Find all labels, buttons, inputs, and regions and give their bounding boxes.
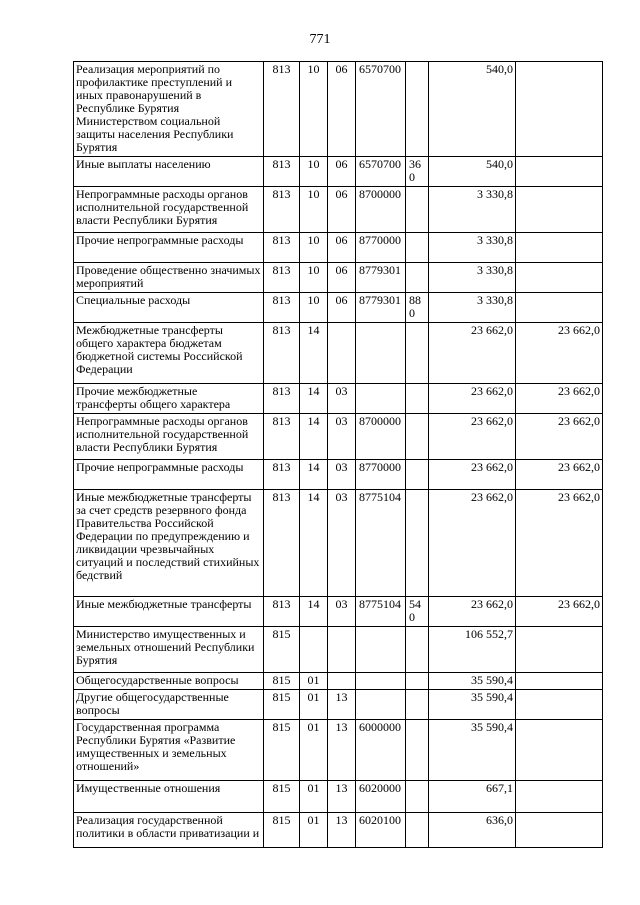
table-row	[74, 263, 603, 293]
amount-2	[516, 263, 603, 293]
target-code	[356, 627, 406, 673]
section-code: 01	[300, 720, 328, 781]
subsection-code	[328, 323, 356, 384]
amount-1: 106 552,7	[429, 627, 516, 673]
amount-1: 3 330,8	[429, 187, 516, 233]
subsection-code: 13	[328, 781, 356, 813]
section-code: 01	[300, 690, 328, 720]
amount-1: 35 590,4	[429, 673, 516, 690]
ministry-code: 815	[264, 673, 300, 690]
subsection-code: 06	[328, 263, 356, 293]
row-name: Реализация мероприятий по профилактике преступлений и иных правонарушений в Республике Бурятия Министерством социальной защиты населения Республики Бурятия	[74, 62, 264, 157]
section-code: 14	[300, 384, 328, 414]
amount-1: 3 330,8	[429, 263, 516, 293]
amount-2	[516, 690, 603, 720]
row-name: Государственная программа Республики Бурятия «Развитие имущественных и земельных отношений»	[74, 720, 264, 781]
target-code: 8779301	[356, 263, 406, 293]
expense-code	[406, 233, 429, 263]
target-code	[356, 673, 406, 690]
ministry-code: 813	[264, 460, 300, 490]
subsection-code: 03	[328, 414, 356, 460]
subsection-code: 06	[328, 62, 356, 157]
target-code	[356, 323, 406, 384]
section-code: 14	[300, 323, 328, 384]
ministry-code: 813	[264, 384, 300, 414]
target-code	[356, 384, 406, 414]
target-code: 6020000	[356, 781, 406, 813]
row-name: Иные межбюджетные трансферты за счет средств резервного фонда Правительства Российской Федерации по предупреждению и ликвидации чрезвычайных ситуаций и последствий стихийных бедствий	[74, 490, 264, 597]
section-code: 10	[300, 293, 328, 323]
table-row	[74, 414, 603, 460]
target-code: 8775104	[356, 490, 406, 597]
subsection-code: 03	[328, 490, 356, 597]
amount-2: 23 662,0	[516, 384, 603, 414]
amount-1: 23 662,0	[429, 597, 516, 627]
table-row	[74, 813, 603, 848]
expense-code: 880	[406, 293, 429, 323]
ministry-code: 813	[264, 187, 300, 233]
row-name: Прочие непрограммные расходы	[74, 460, 264, 490]
table-body	[74, 62, 603, 848]
subsection-code: 06	[328, 157, 356, 187]
expense-code: 540	[406, 597, 429, 627]
amount-2	[516, 233, 603, 263]
target-code	[356, 690, 406, 720]
table-row	[74, 490, 603, 597]
table-row	[74, 460, 603, 490]
target-code: 8779301	[356, 293, 406, 323]
subsection-code: 03	[328, 384, 356, 414]
section-code: 14	[300, 414, 328, 460]
section-code: 14	[300, 597, 328, 627]
amount-2: 23 662,0	[516, 490, 603, 597]
amount-2	[516, 157, 603, 187]
amount-2: 23 662,0	[516, 323, 603, 384]
amount-2: 23 662,0	[516, 597, 603, 627]
table-row	[74, 781, 603, 813]
expense-code	[406, 781, 429, 813]
amount-1: 3 330,8	[429, 233, 516, 263]
amount-2	[516, 673, 603, 690]
amount-1: 35 590,4	[429, 690, 516, 720]
row-name: Иные выплаты населению	[74, 157, 264, 187]
subsection-code: 13	[328, 813, 356, 848]
table-row	[74, 597, 603, 627]
expense-code: 360	[406, 157, 429, 187]
section-code: 01	[300, 813, 328, 848]
amount-2: 23 662,0	[516, 414, 603, 460]
expense-code	[406, 263, 429, 293]
table-row	[74, 720, 603, 781]
table-row	[74, 233, 603, 263]
ministry-code: 815	[264, 781, 300, 813]
ministry-code: 813	[264, 323, 300, 384]
amount-2	[516, 781, 603, 813]
table-row	[74, 323, 603, 384]
expense-code	[406, 323, 429, 384]
subsection-code: 03	[328, 460, 356, 490]
target-code: 6570700	[356, 157, 406, 187]
page-number: 771	[309, 32, 331, 47]
amount-1: 23 662,0	[429, 384, 516, 414]
ministry-code: 815	[264, 813, 300, 848]
row-name: Специальные расходы	[74, 293, 264, 323]
target-code: 6000000	[356, 720, 406, 781]
amount-2	[516, 187, 603, 233]
table-row	[74, 673, 603, 690]
table-row	[74, 187, 603, 233]
row-name: Имущественные отношения	[74, 781, 264, 813]
expense-code	[406, 384, 429, 414]
ministry-code: 813	[264, 293, 300, 323]
subsection-code	[328, 673, 356, 690]
amount-1: 23 662,0	[429, 323, 516, 384]
target-code: 8700000	[356, 187, 406, 233]
section-code: 10	[300, 263, 328, 293]
ministry-code: 815	[264, 690, 300, 720]
amount-2	[516, 62, 603, 157]
section-code	[300, 627, 328, 673]
ministry-code: 813	[264, 597, 300, 627]
amount-2	[516, 720, 603, 781]
expense-code	[406, 460, 429, 490]
subsection-code: 03	[328, 597, 356, 627]
subsection-code: 13	[328, 690, 356, 720]
row-name: Прочие непрограммные расходы	[74, 233, 264, 263]
amount-1: 23 662,0	[429, 490, 516, 597]
row-name: Проведение общественно значимых мероприятий	[74, 263, 264, 293]
ministry-code: 815	[264, 720, 300, 781]
row-name: Непрограммные расходы органов исполнительной государственной власти Республики Бурятия	[74, 187, 264, 233]
ministry-code: 813	[264, 263, 300, 293]
row-name: Реализация государственной политики в области приватизации и	[74, 813, 264, 848]
subsection-code: 06	[328, 187, 356, 233]
section-code: 10	[300, 62, 328, 157]
subsection-code: 13	[328, 720, 356, 781]
expense-code	[406, 690, 429, 720]
target-code: 6020100	[356, 813, 406, 848]
expense-code	[406, 187, 429, 233]
table-row	[74, 293, 603, 323]
subsection-code: 06	[328, 233, 356, 263]
amount-2	[516, 627, 603, 673]
section-code: 10	[300, 157, 328, 187]
amount-1: 35 590,4	[429, 720, 516, 781]
ministry-code: 813	[264, 157, 300, 187]
section-code: 01	[300, 781, 328, 813]
row-name: Непрограммные расходы органов исполнительной государственной власти Республики Бурятия	[74, 414, 264, 460]
expense-code	[406, 813, 429, 848]
table-row	[74, 62, 603, 157]
amount-2	[516, 813, 603, 848]
expense-code	[406, 720, 429, 781]
expense-code	[406, 490, 429, 597]
target-code: 6570700	[356, 62, 406, 157]
subsection-code	[328, 627, 356, 673]
target-code: 8770000	[356, 460, 406, 490]
amount-1: 3 330,8	[429, 293, 516, 323]
table-row	[74, 384, 603, 414]
amount-1: 636,0	[429, 813, 516, 848]
expense-code	[406, 62, 429, 157]
row-name: Иные межбюджетные трансферты	[74, 597, 264, 627]
section-code: 10	[300, 187, 328, 233]
table-row	[74, 690, 603, 720]
ministry-code: 813	[264, 233, 300, 263]
amount-1: 540,0	[429, 157, 516, 187]
table-row	[74, 157, 603, 187]
section-code: 14	[300, 490, 328, 597]
amount-1: 23 662,0	[429, 460, 516, 490]
amount-2: 23 662,0	[516, 460, 603, 490]
amount-2	[516, 293, 603, 323]
ministry-code: 815	[264, 627, 300, 673]
ministry-code: 813	[264, 62, 300, 157]
row-name: Межбюджетные трансферты общего характера бюджетам бюджетной системы Российской Федерации	[74, 323, 264, 384]
row-name: Другие общегосударственные вопросы	[74, 690, 264, 720]
table-row	[74, 627, 603, 673]
expense-code	[406, 627, 429, 673]
section-code: 14	[300, 460, 328, 490]
amount-1: 23 662,0	[429, 414, 516, 460]
amount-1: 540,0	[429, 62, 516, 157]
section-code: 01	[300, 673, 328, 690]
ministry-code: 813	[264, 414, 300, 460]
row-name: Прочие межбюджетные трансферты общего характера	[74, 384, 264, 414]
section-code: 10	[300, 233, 328, 263]
target-code: 8700000	[356, 414, 406, 460]
expense-code	[406, 414, 429, 460]
amount-1: 667,1	[429, 781, 516, 813]
subsection-code: 06	[328, 293, 356, 323]
row-name: Министерство имущественных и земельных отношений Республики Бурятия	[74, 627, 264, 673]
budget-table	[73, 61, 603, 848]
row-name: Общегосударственные вопросы	[74, 673, 264, 690]
target-code: 8770000	[356, 233, 406, 263]
ministry-code: 813	[264, 490, 300, 597]
target-code: 8775104	[356, 597, 406, 627]
expense-code	[406, 673, 429, 690]
